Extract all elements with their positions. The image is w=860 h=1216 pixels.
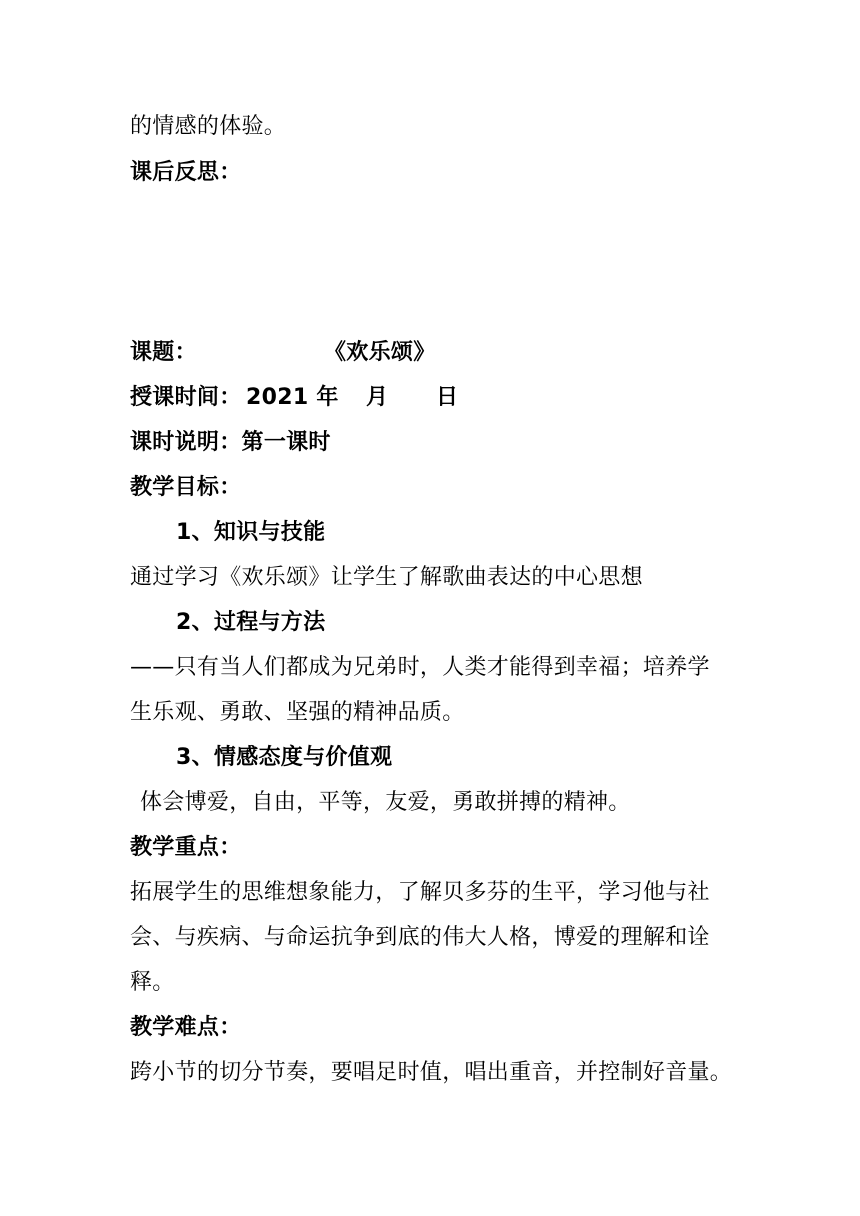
period-line: [130, 428, 331, 458]
goal1-text: 通过学习《欢乐颂》让学生了解歌曲表达的中心思想: [130, 565, 643, 590]
topic-label: 课题：: [130, 340, 197, 365]
time-month: 月: [366, 385, 389, 410]
difficulties-heading: 教学难点：: [130, 1015, 242, 1040]
goal3-text: 体会博爱，自由，平等，友爱，勇敢拼搏的精神。: [140, 790, 631, 815]
difficulties-text: 跨小节的切分节奏，要唱足时值，唱出重音，并控制好音量。: [130, 1060, 733, 1085]
continuation-text: 的情感的体验。: [130, 114, 287, 139]
goal2-heading: 2、过程与方法: [176, 610, 326, 635]
key-points-heading: 教学重点：: [130, 835, 242, 860]
time-year: 2021 年: [246, 385, 339, 410]
period-value: 第一课时: [241, 430, 331, 455]
goal3-heading: 3、情感态度与价值观: [176, 745, 393, 770]
topic-line: [130, 338, 436, 368]
key-points-line1: 拓展学生的思维想象能力，了解贝多芬的生平，学习他与社: [130, 880, 710, 905]
topic-title: 《欢乐颂》: [324, 340, 436, 365]
time-label: 授课时间：: [130, 385, 242, 410]
period-label: 课时说明：: [130, 430, 242, 455]
goal2-text-line2: 生乐观、勇敢、坚强的精神品质。: [130, 700, 465, 725]
key-points-line2: 会、与疾病、与命运抗争到底的伟大人格，博爱的理解和诠: [130, 925, 710, 950]
key-points-line3: 释。: [130, 970, 175, 995]
time-line: [130, 383, 459, 413]
goal1-heading: 1、知识与技能: [176, 520, 326, 545]
time-day: 日: [436, 385, 459, 410]
goal2-text-line1: ——只有当人们都成为兄弟时，人类才能得到幸福；培养学: [130, 655, 710, 680]
goals-heading: 教学目标：: [130, 475, 242, 500]
reflection-heading: 课后反思：: [130, 160, 242, 185]
